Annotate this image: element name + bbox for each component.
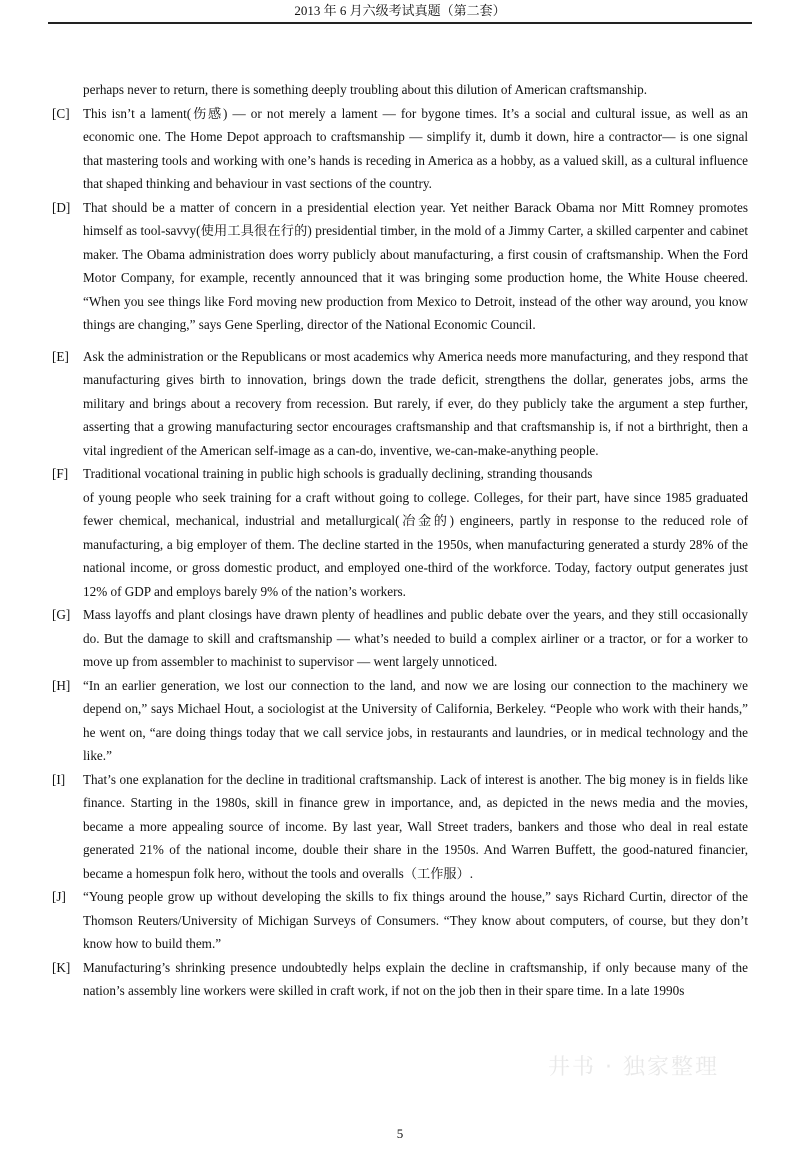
paragraph-h xyxy=(52,674,748,768)
paragraph-f xyxy=(52,462,748,603)
paragraph-label: [E] xyxy=(52,348,69,364)
watermark-text: 井书 · 独家整理 xyxy=(548,1055,719,1080)
paragraph-label: [G] xyxy=(52,607,71,622)
paragraph-label: [I] xyxy=(52,771,66,787)
paragraph-g xyxy=(52,603,748,674)
paragraph-text: Manufacturing’s shrinking presence undoubtedly helps explain the decline in craftsmanship, if only because many of the nation’s assembly line workers were skilled in craft work, if not on the job then in their spare time. In a late 1990s xyxy=(83,959,748,998)
header-title: 2013 年 6 月六级考试真题（第二套） xyxy=(294,3,506,18)
page-footer xyxy=(0,1126,800,1142)
paragraph-label: [F] xyxy=(52,466,69,481)
paragraph-label: [K] xyxy=(52,959,71,975)
paragraph-text: Mass layoffs and plant closings have drawn plenty of headlines and public debate over the years, and they still occasionally do. But the damage to skill and craftsmanship — what’s needed to build a complex airliner or a tractor, or for a worker to move up from assembler to machinist to supervisor — went largely unnoticed. xyxy=(83,607,748,669)
paragraph-e xyxy=(52,345,748,463)
paragraph-text: That should be a matter of concern in a presidential election year. Yet neither Barack Obama nor Mitt Romney promotes himself as tool-savvy(使用工具很在行的) presidential timber, in the mold of a Jimmy Carter, a skilled carpenter and cabinet maker. The Obama administration does worry publicly about manufacturing, a first cousin of craftsmanship. When the Ford Motor Company, for example, recently announced that it was bringing some production home, the White House cheered. “When you see things like Ford moving new production from Mexico to Detroit, instead of the other way around, you know things are changing,” says Gene Sperling, director of the National Economic Council. xyxy=(83,199,748,332)
paragraph-text: “Young people grow up without developing the skills to fix things around the house,” says Richard Curtin, director of the Thomson Reuters/University of Michigan Surveys of Consumers. “They know about computers, of course, but they don’t know how to build them.” xyxy=(83,889,748,951)
paragraph-first-line: Traditional vocational training in public high schools is gradually declining, stranding thousands xyxy=(83,466,593,481)
document-body xyxy=(52,78,748,1003)
paragraph-j xyxy=(52,885,748,956)
paragraph-c xyxy=(52,102,748,196)
paragraph-d xyxy=(52,196,748,337)
paragraph-i xyxy=(52,768,748,886)
lead-text: perhaps never to return, there is something deeply troubling about this dilution of American craftsmanship. xyxy=(83,82,647,97)
paragraph-text: of young people who seek training for a craft without going to college. Colleges, for their part, have since 1985 graduated fewer chemical, mechanical, industrial and metallurgical(冶金的) engineers, partly in response to the reduced role of manufacturing, a big employer of them. The decline started in the 1950s, when manufacturing generated a sturdy 28% of the national income, or gross domestic product, and employed one-third of the workforce. Today, factory output generates just 12% of GDP and employs barely 9% of the nation’s workers. xyxy=(83,489,748,599)
paragraph-text: “In an earlier generation, we lost our connection to the land, and now we are losing our connection to the machinery we depend on,” says Michael Hout, a sociologist at the University of California, Berkeley. “People who work with their hands,” he went on, “are doing things today that we call service jobs, in restaurants and laundries, or in medical technology and the like.” xyxy=(83,677,748,763)
paragraph-text: That’s one explanation for the decline in traditional craftsmanship. Lack of interest is another. The big money is in fields like finance. Starting in the 1980s, skill in finance grew in importance, and, as depicted in the news media and the movies, became a more appealing source of income. By last year, Wall Street traders, bankers and those who deal in real estate generated 21% of the national income, double their share in the 1950s. And Warren Buffett, the good-natured financier, became a homespun folk hero, without the tools and overalls（工作服）. xyxy=(83,771,748,881)
paragraph-k xyxy=(52,956,748,1003)
page-header xyxy=(48,0,752,24)
paragraph-label: [H] xyxy=(52,677,71,693)
page-number: 5 xyxy=(396,1126,404,1141)
paragraph-label: [D] xyxy=(52,199,71,215)
paragraph-label: [J] xyxy=(52,889,66,904)
paragraph-text: Ask the administration or the Republicans or most academics why America needs more manufacturing, and they respond that manufacturing gives birth to innovation, brings down the trade deficit, strengthens the dollar, generates jobs, arms the military and brings about a recovery from recession. But rarely, if ever, do they publicly take the argument a step further, asserting that a growing manufacturing sector encourages craftsmanship and that craftsmanship is, if not a birthright, then a vital ingredient of the American self-image as a can-do, inventive, we-can-make-anything people. xyxy=(83,348,748,458)
paragraph-label: [C] xyxy=(52,105,70,121)
paragraph-text: This isn’t a lament(伤感) — or not merely a lament — for bygone times. It’s a social and cultural issue, as well as an economic one. The Home Depot approach to craftsmanship — simplify it, dumb it down, hire a contractor— is one signal that mastering tools and working with one’s hands is receding in America as a hobby, as a valued skill, as a cultural influence that shaped thinking and behaviour in vast sections of the country. xyxy=(83,105,748,191)
